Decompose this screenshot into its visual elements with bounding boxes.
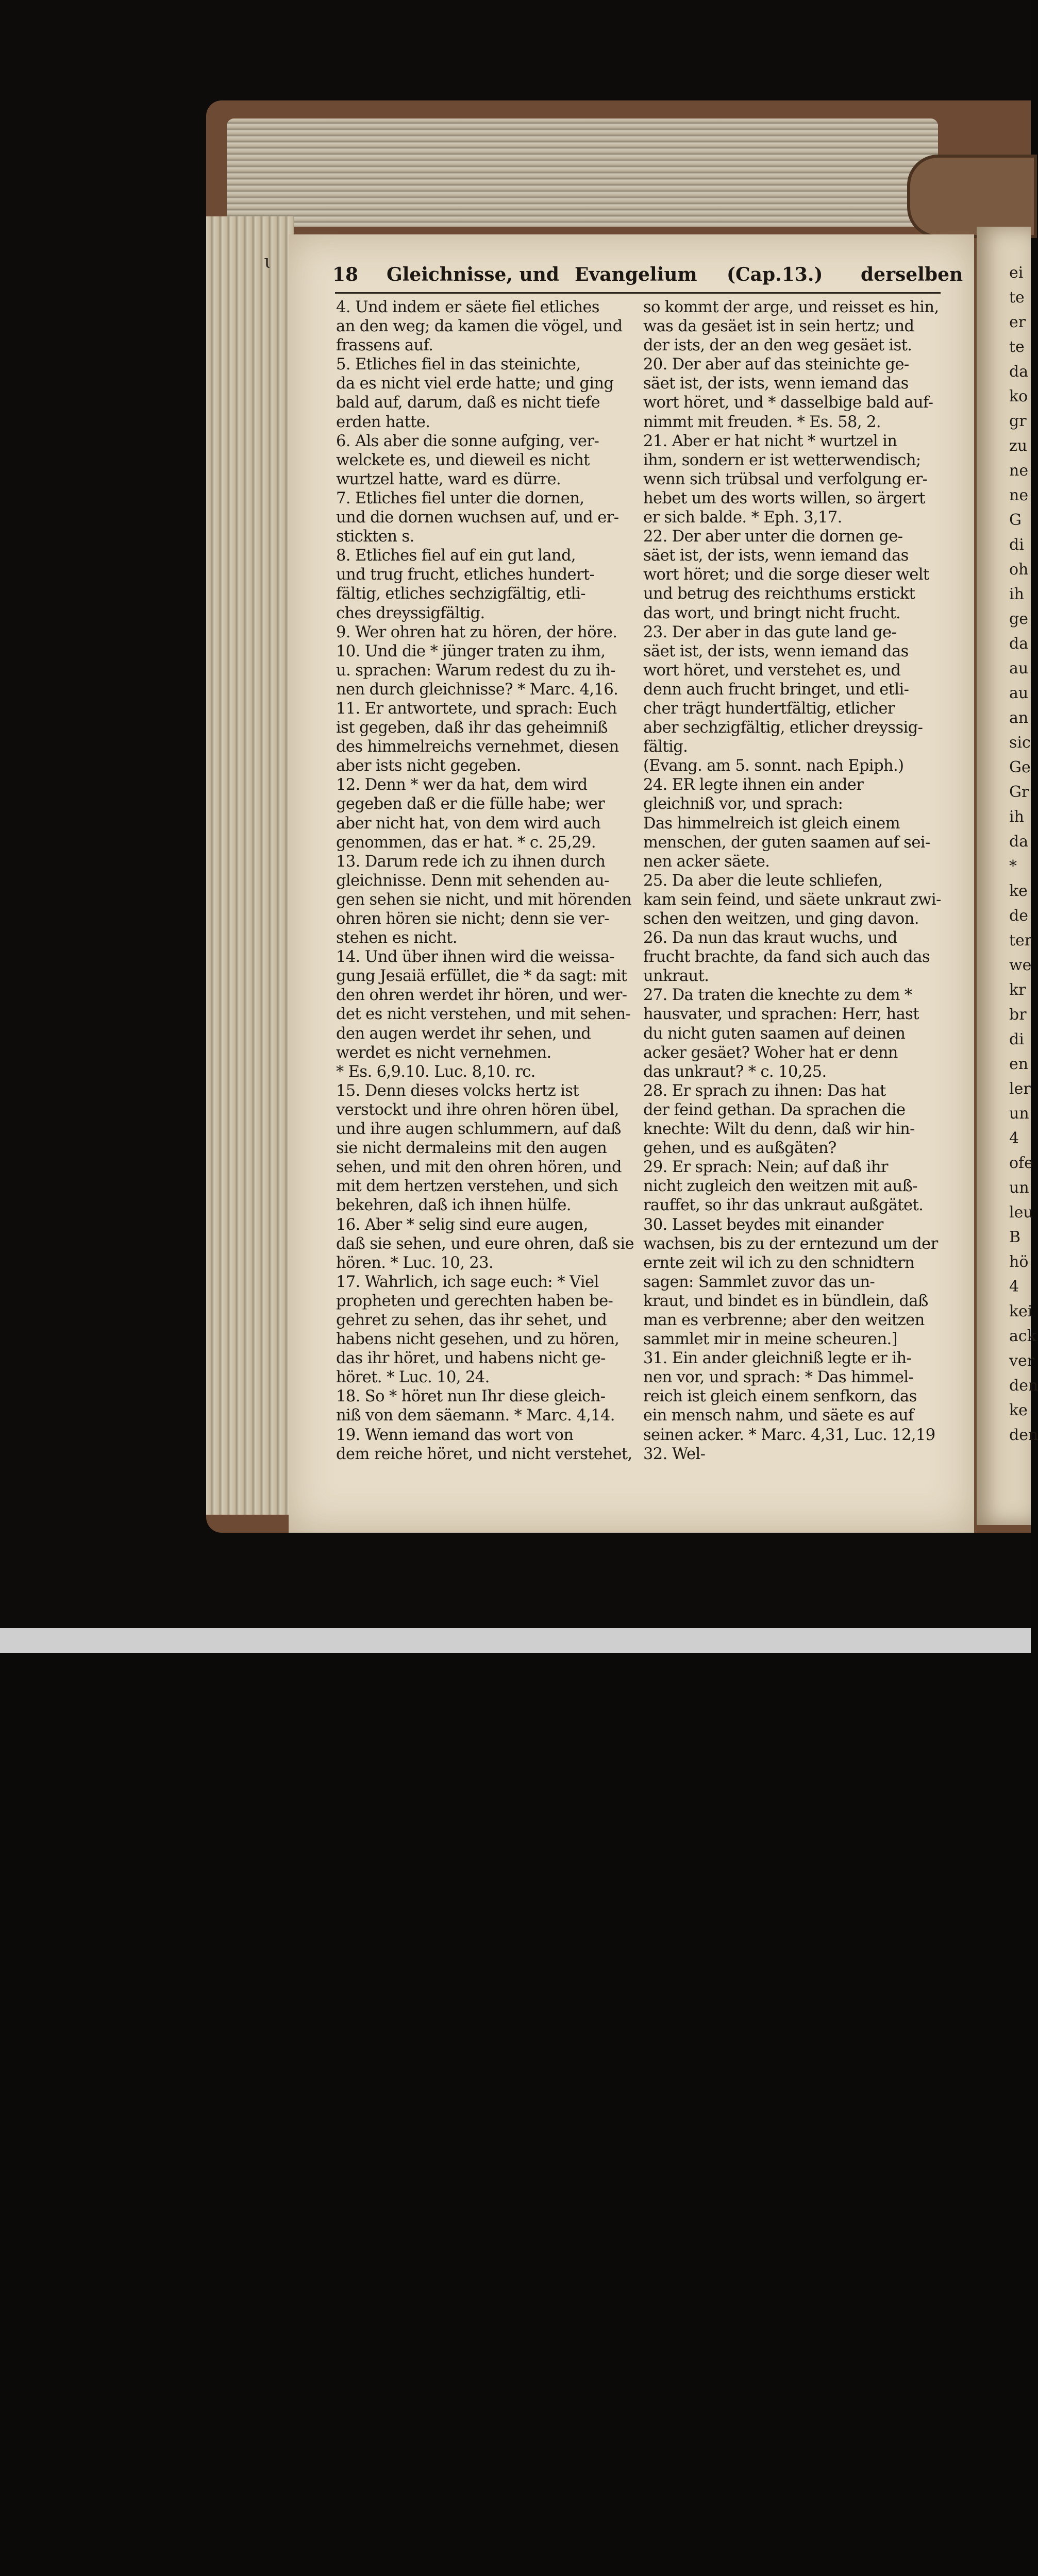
text-line: hebet um des worts willen, so ärgert xyxy=(643,489,925,507)
text-line: 21. Aber er hat nicht * wurtzel in xyxy=(643,432,897,450)
text-line: und trug frucht, etliches hundert- xyxy=(336,566,595,584)
facing-page-fragment: hö xyxy=(1009,1253,1029,1271)
book-clasp xyxy=(907,155,1037,238)
text-line: frassens auf. xyxy=(336,336,433,355)
text-line: gen sehen sie nicht, und mit hörenden xyxy=(336,890,631,909)
text-line: gehen, und es außgäten? xyxy=(643,1139,836,1158)
text-line: das unkraut? * c. 10,25. xyxy=(643,1062,827,1081)
text-line: ohren hören sie nicht; denn sie ver- xyxy=(336,910,609,928)
text-line: propheten und gerechten haben be- xyxy=(336,1292,613,1310)
text-line: 6. Als aber die sonne aufging, ver- xyxy=(336,432,599,450)
facing-page-fragment: di xyxy=(1009,1030,1024,1048)
facing-page-fragment: ter xyxy=(1009,931,1032,950)
left-text-column xyxy=(336,298,632,1464)
text-line: was da gesäet ist in sein hertz; und xyxy=(643,317,914,336)
text-line: Das himmelreich ist gleich einem xyxy=(643,814,900,833)
facing-page-fragment: * xyxy=(1009,857,1017,875)
text-line: bald auf, darum, daß es nicht tiefe xyxy=(336,394,600,412)
header-chapter: (Cap.13.) xyxy=(727,264,823,285)
text-line: (Evang. am 5. sonnt. nach Epiph.) xyxy=(643,757,904,775)
facing-page-fragment: ih xyxy=(1009,585,1024,603)
text-line: * Es. 6,9.10. Luc. 8,10. rc. xyxy=(336,1062,535,1081)
facing-page-fragment: ver xyxy=(1009,1352,1035,1370)
text-line: ches dreyssigfältig. xyxy=(336,604,485,622)
text-line: 14. Und über ihnen wird die weissa- xyxy=(336,948,615,967)
text-line: hören. * Luc. 10, 23. xyxy=(336,1253,494,1272)
text-line: niß von dem säemann. * Marc. 4,14. xyxy=(336,1406,615,1425)
text-line: 28. Er sprach zu ihnen: Das hat xyxy=(643,1081,886,1100)
facing-page-fragment: B xyxy=(1009,1228,1021,1246)
text-line: mit dem hertzen verstehen, und sich xyxy=(336,1177,618,1196)
text-line: kraut, und bindet es in bündlein, daß xyxy=(643,1292,928,1310)
margin-mark: ɩ xyxy=(264,251,272,273)
text-line: menschen, der guten saamen auf sei- xyxy=(643,833,930,852)
text-line: stehen es nicht. xyxy=(336,929,457,947)
header-left-title: Gleichnisse, und xyxy=(387,264,559,285)
text-line: 11. Er antwortete, und sprach: Euch xyxy=(336,699,617,718)
text-line: den augen werdet ihr sehen, und xyxy=(336,1024,591,1043)
text-line: nen vor, und sprach: * Das himmel- xyxy=(643,1368,914,1387)
text-line: 29. Er sprach: Nein; auf daß ihr xyxy=(643,1158,888,1177)
text-line: stickten s. xyxy=(336,528,414,546)
text-line: fältig. xyxy=(643,738,688,756)
facing-page-fragment: ack xyxy=(1009,1327,1036,1345)
text-line: werdet es nicht vernehmen. xyxy=(336,1043,551,1062)
running-header xyxy=(332,264,963,290)
facing-page-fragment: 4 xyxy=(1009,1278,1019,1296)
facing-page-fragment: ne xyxy=(1009,462,1029,480)
text-line: bekehren, daß ich ihnen hülfe. xyxy=(336,1196,571,1215)
text-line: und ihre augen schlummern, auf daß xyxy=(336,1120,621,1139)
text-line: man es verbrenne; aber den weitzen xyxy=(643,1311,925,1329)
page-number: 18 xyxy=(332,264,359,285)
text-line: 27. Da traten die knechte zu dem * xyxy=(643,986,912,1005)
facing-page-fragment: br xyxy=(1009,1006,1027,1024)
text-line: reich ist gleich einem senfkorn, das xyxy=(643,1387,917,1406)
page-edges-left xyxy=(206,216,294,1515)
facing-page-fragment: Ge xyxy=(1009,758,1031,776)
text-line: kam sein feind, und säete unkraut zwi- xyxy=(643,890,941,909)
text-line: gehret zu sehen, das ihr sehet, und xyxy=(336,1311,607,1329)
facing-page-fragment: te xyxy=(1009,338,1025,356)
text-line: das wort, und bringt nicht frucht. xyxy=(643,604,901,622)
text-line: des himmelreichs vernehmet, diesen xyxy=(336,738,619,756)
facing-page-fragment: we xyxy=(1009,956,1032,974)
facing-page-fragment: 4 xyxy=(1009,1129,1019,1147)
text-line: 16. Aber * selig sind eure augen, xyxy=(336,1215,588,1234)
facing-page-fragment: G xyxy=(1009,511,1022,529)
text-line: wort höret, und verstehet es, und xyxy=(643,661,901,680)
text-line: 10. Und die * jünger traten zu ihm, xyxy=(336,642,606,660)
text-line: welckete es, und dieweil es nicht xyxy=(336,451,590,469)
text-line: wenn sich trübsal und verfolgung er- xyxy=(643,470,928,488)
text-line: 22. Der aber unter die dornen ge- xyxy=(643,528,903,546)
text-line: 25. Da aber die leute schliefen, xyxy=(643,871,883,890)
text-line: und die dornen wuchsen auf, und er- xyxy=(336,509,619,527)
text-line: aber nicht hat, von dem wird auch xyxy=(336,814,601,833)
text-line: gegeben daß er die fülle habe; wer xyxy=(336,795,605,814)
text-line: wachsen, bis zu der erntezund um der xyxy=(643,1234,938,1253)
text-line: det es nicht verstehen, und mit sehen- xyxy=(336,1005,631,1024)
text-line: 20. Der aber auf das steinichte ge- xyxy=(643,355,909,374)
facing-page-fragment: ge xyxy=(1009,610,1028,628)
text-line: ist gegeben, daß ihr das geheimniß xyxy=(336,719,608,737)
facing-page-fragment: kei xyxy=(1009,1302,1033,1320)
text-line: den ohren werdet ihr hören, und wer- xyxy=(336,986,627,1005)
right-text-column xyxy=(643,298,940,1464)
text-line: 15. Denn dieses volcks hertz ist xyxy=(336,1081,579,1100)
facing-page-fragment: kr xyxy=(1009,981,1026,999)
facing-page-fragment: ofe xyxy=(1009,1154,1033,1172)
facing-page-fragment: zu xyxy=(1009,437,1028,455)
text-line: der feind gethan. Da sprachen die xyxy=(643,1100,906,1119)
facing-page-fragment: au xyxy=(1009,659,1029,677)
text-line: 5. Etliches fiel in das steinichte, xyxy=(336,355,581,374)
text-line: 18. So * höret nun Ihr diese gleich- xyxy=(336,1387,606,1406)
text-line: sammlet mir in meine scheuren.] xyxy=(643,1330,897,1349)
facing-page-fragment: ne xyxy=(1009,486,1029,504)
facing-page-fragment: da xyxy=(1009,363,1029,381)
text-line: er sich balde. * Eph. 3,17. xyxy=(643,509,842,527)
facing-page-fragment: de xyxy=(1009,907,1028,925)
text-line: 31. Ein ander gleichniß legte er ih- xyxy=(643,1349,912,1368)
header-center-title: Evangelium xyxy=(575,264,697,285)
text-line: säet ist, der ists, wenn iemand das xyxy=(643,642,909,660)
text-line: habens nicht gesehen, und zu hören, xyxy=(336,1330,620,1349)
text-line: ernte zeit wil ich zu den schnidtern xyxy=(643,1253,915,1272)
text-line: nicht zugleich den weitzen mit auß- xyxy=(643,1177,917,1196)
facing-page-fragment: er xyxy=(1009,313,1026,331)
text-line: wort höret; und die sorge dieser welt xyxy=(643,566,929,584)
text-line: 13. Darum rede ich zu ihnen durch xyxy=(336,852,606,871)
text-line: 8. Etliches fiel auf ein gut land, xyxy=(336,547,576,565)
facing-page-fragment: sic xyxy=(1009,734,1031,752)
text-line: 24. ER legte ihnen ein ander xyxy=(643,776,864,794)
text-line: 30. Lasset beydes mit einander xyxy=(643,1215,883,1234)
text-line: dem reiche höret, und nicht verstehet, xyxy=(336,1445,632,1463)
page-edges-top xyxy=(227,118,938,227)
text-line: säet ist, der ists, wenn iemand das xyxy=(643,547,909,565)
facing-page-fragment: den xyxy=(1009,1377,1038,1395)
facing-page-fragment: en xyxy=(1009,1055,1029,1073)
facing-page-fragment: ih xyxy=(1009,808,1024,826)
text-line: höret. * Luc. 10, 24. xyxy=(336,1368,490,1387)
text-line: fältig, etliches sechzigfältig, etli- xyxy=(336,585,585,603)
text-line: 26. Da nun das kraut wuchs, und xyxy=(643,929,897,947)
text-line: 17. Wahrlich, ich sage euch: * Viel xyxy=(336,1273,599,1291)
text-line: wurtzel hatte, ward es dürre. xyxy=(336,470,561,488)
facing-page-fragment: un xyxy=(1009,1179,1029,1197)
text-line: nen durch gleichnisse? * Marc. 4,16. xyxy=(336,680,618,699)
facing-page-fragment: Gr xyxy=(1009,783,1029,801)
facing-page-fragment: den xyxy=(1009,1426,1038,1444)
facing-page-fragment: di xyxy=(1009,536,1024,554)
text-line: an den weg; da kamen die vögel, und xyxy=(336,317,623,336)
text-line: 9. Wer ohren hat zu hören, der höre. xyxy=(336,623,617,641)
text-line: 7. Etliches fiel unter die dornen, xyxy=(336,489,584,507)
text-line: gleichnisse. Denn mit sehenden au- xyxy=(336,871,609,890)
text-line: nimmt mit freuden. * Es. 58, 2. xyxy=(643,413,881,431)
text-line: gleichniß vor, und sprach: xyxy=(643,795,843,814)
text-line: aber sechzigfältig, etlicher dreyssig- xyxy=(643,719,923,737)
header-right-title: derselben xyxy=(861,264,963,285)
text-line: säet ist, der ists, wenn iemand das xyxy=(643,375,909,393)
text-line: rauffet, so ihr das unkraut außgätet. xyxy=(643,1196,924,1215)
facing-page-fragment: an xyxy=(1009,709,1029,727)
text-line: gung Jesaiä erfüllet, die * da sagt: mit xyxy=(336,967,627,986)
text-line: ein mensch nahm, und säete es auf xyxy=(643,1406,914,1425)
text-line: verstockt und ihre ohren hören übel, xyxy=(336,1100,619,1119)
facing-page-fragment: ke xyxy=(1009,1401,1028,1419)
text-line: so kommt der arge, und reisset es hin, xyxy=(643,298,939,316)
text-line: und betrug des reichthums erstickt xyxy=(643,585,915,603)
header-rule xyxy=(335,292,941,294)
text-line: denn auch frucht bringet, und etli- xyxy=(643,680,909,699)
facing-page-fragment: oh xyxy=(1009,561,1029,579)
text-line: sehen, und mit den ohren hören, und xyxy=(336,1158,622,1177)
text-line: 32. Wel- xyxy=(643,1445,706,1463)
facing-page-fragment: ler xyxy=(1009,1080,1031,1098)
text-line: schen den weitzen, und ging davon. xyxy=(643,910,919,928)
facing-page-fragment: ei xyxy=(1009,264,1024,282)
text-line: knechte: Wilt du denn, daß wir hin- xyxy=(643,1120,915,1139)
text-line: sie nicht dermaleins mit den augen xyxy=(336,1139,607,1158)
facing-page-fragment: ke xyxy=(1009,882,1028,900)
facing-page-fragment: un xyxy=(1009,1105,1029,1123)
text-line: daß sie sehen, und eure ohren, daß sie xyxy=(336,1234,634,1253)
text-line: hausvater, und sprachen: Herr, hast xyxy=(643,1005,919,1024)
facing-page-fragment: da xyxy=(1009,833,1029,851)
text-line: 12. Denn * wer da hat, dem wird xyxy=(336,776,588,794)
text-line: ihm, sondern er ist wetterwendisch; xyxy=(643,451,921,469)
text-line: erden hatte. xyxy=(336,413,430,431)
text-line: aber ists nicht gegeben. xyxy=(336,757,521,775)
text-line: nen acker säete. xyxy=(643,852,770,871)
facing-page-fragment: au xyxy=(1009,684,1029,702)
text-line: cher trägt hundertfältig, etlicher xyxy=(643,699,895,718)
text-line: u. sprachen: Warum redest du zu ih- xyxy=(336,661,615,680)
text-line: unkraut. xyxy=(643,967,709,986)
text-line: da es nicht viel erde hatte; und ging xyxy=(336,375,614,393)
text-line: 19. Wenn iemand das wort von xyxy=(336,1426,574,1444)
text-line: frucht brachte, da fand sich auch das xyxy=(643,948,930,967)
text-line: das ihr höret, und habens nicht ge- xyxy=(336,1349,606,1368)
facing-page-fragment: te xyxy=(1009,289,1025,307)
facing-page-fragment: gr xyxy=(1009,412,1027,430)
text-line: genommen, das er hat. * c. 25,29. xyxy=(336,833,596,852)
text-line: wort höret, und * dasselbige bald auf- xyxy=(643,394,933,412)
facing-page-fragment: da xyxy=(1009,635,1029,653)
text-line: 4. Und indem er säete fiel etliches xyxy=(336,298,599,316)
viewer-footer-strip xyxy=(0,1628,1031,1653)
text-line: sagen: Sammlet zuvor das un- xyxy=(643,1273,875,1291)
text-line: der ists, der an den weg gesäet ist. xyxy=(643,336,912,355)
text-line: 23. Der aber in das gute land ge- xyxy=(643,623,897,641)
text-line: acker gesäet? Woher hat er denn xyxy=(643,1043,898,1062)
facing-page-fragment: ko xyxy=(1009,387,1028,405)
facing-page-fragment: leu xyxy=(1009,1204,1033,1222)
text-line: du nicht guten saamen auf deinen xyxy=(643,1024,906,1043)
text-line: seinen acker. * Marc. 4,31, Luc. 12,19 xyxy=(643,1426,935,1444)
